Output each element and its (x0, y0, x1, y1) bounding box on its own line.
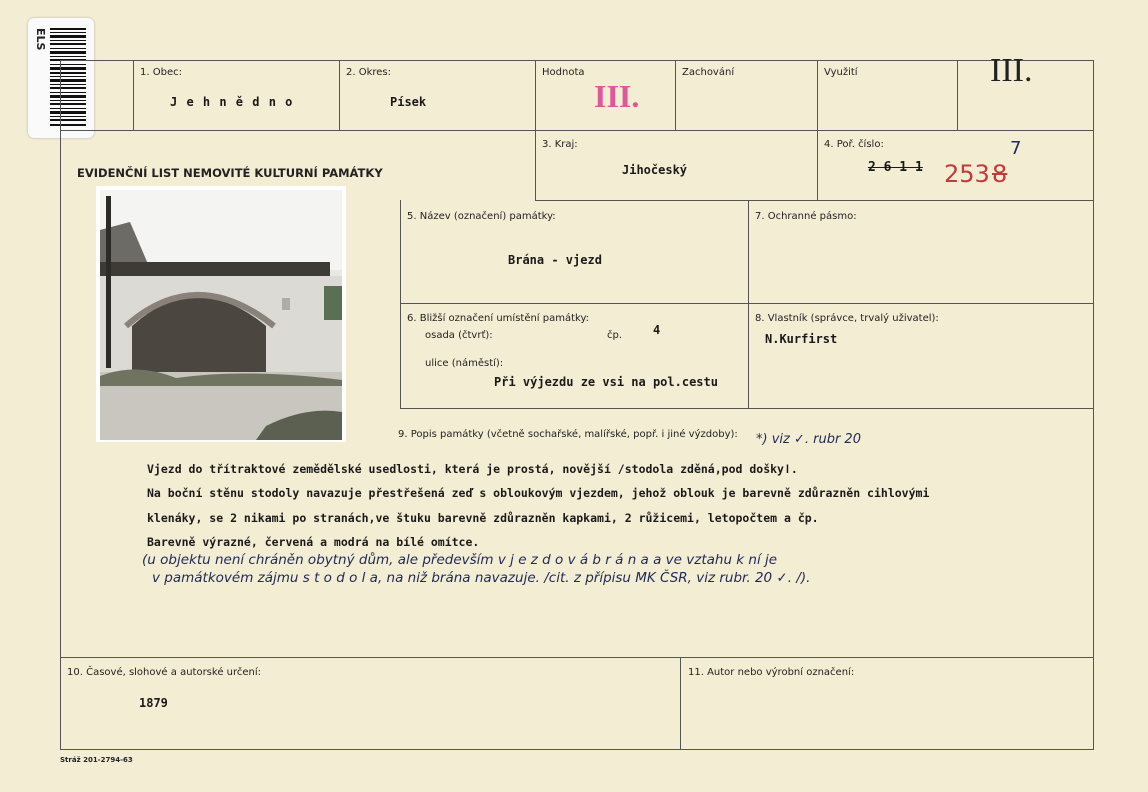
vlastnik-value: N.Kurfirst (765, 332, 838, 346)
corner-mark: III. (990, 52, 1033, 89)
popis-hand-line: (u objektu není chráněn obytný dům, ale především v j e z d o v á b r á n a a ve vztahu k ní je (142, 552, 778, 568)
popis-label: 9. Popis památky (včetně sochařské, malířské, popř. i jiné výzdoby): (398, 429, 738, 440)
zachovani-label: Zachování (682, 67, 735, 78)
col-divider (133, 60, 134, 130)
row-divider (400, 408, 1094, 409)
osada-label: osada (čtvrť): (425, 330, 493, 341)
ochranne-label: 7. Ochranné pásmo: (755, 211, 857, 222)
umisteni-label: 6. Bližší označení umístění památky: (407, 313, 590, 324)
popis-line: Barevně výrazné, červená a modrá na bílé omítce. (147, 535, 480, 549)
nazev-value: Brána - vjezd (508, 253, 602, 267)
cp-label: čp. (607, 330, 623, 341)
col-divider (339, 60, 340, 130)
row-divider (60, 657, 1094, 658)
okres-label: 2. Okres: (346, 67, 392, 78)
col-divider (817, 60, 818, 200)
hodnota-label: Hodnota (542, 67, 585, 78)
col-divider (400, 200, 401, 409)
document-title: EVIDENČNÍ LIST NEMOVITÉ KULTURNÍ PAMÁTKY (77, 166, 383, 180)
casove-label: 10. Časové, slohové a autorské určení: (67, 667, 262, 678)
monument-photo (96, 186, 346, 442)
popis-line: Vjezd do třítraktové zemědělské usedlosti, která je prostá, novější /stodola zděná,pod doškyǀ. (147, 462, 798, 476)
popis-hand-line: v památkovém zájmu s t o d o l a, na niž brána navazuje. /cit. z přípisu MK ČSR, viz rubr. 20 ✓. /). (152, 570, 811, 586)
por-cislo-struck: 2 6 1 1 (868, 160, 923, 175)
ulice-value: Při výjezdu ze vsi na pol.cestu (494, 375, 718, 389)
col-divider (957, 60, 958, 130)
col-divider (680, 657, 681, 750)
hodnota-value: III. (594, 78, 640, 114)
footer-print-code: Stráž 201-2794-63 (60, 756, 133, 764)
por-cislo-label: 4. Poř. číslo: (824, 139, 884, 150)
popis-line: Na boční stěnu stodoly navazuje přestřešená zeď s obloukovým vjezdem, jehož oblouk je barevně zdůrazněn cihlovými (147, 486, 930, 500)
obec-value: J e h n ě d n o (170, 95, 294, 109)
autor-label: 11. Autor nebo výrobní označení: (688, 667, 855, 678)
vyuziti-label: Využití (824, 67, 858, 78)
row-divider (60, 130, 1094, 131)
col-divider (748, 200, 749, 409)
kraj-label: 3. Kraj: (542, 139, 578, 150)
okres-value: Písek (390, 95, 427, 109)
nazev-label: 5. Název (označení) památky: (407, 211, 556, 222)
photo-image (96, 186, 346, 442)
col-divider (535, 60, 536, 200)
kraj-value: Jihočeský (622, 163, 688, 177)
por-cislo-hand: 7 (1010, 138, 1022, 159)
cp-value: 4 (653, 323, 661, 337)
barcode-text: ELS (34, 28, 47, 51)
row-divider (535, 200, 1094, 201)
por-cislo-red: 253 (944, 160, 990, 188)
col-divider (675, 60, 676, 130)
vlastnik-label: 8. Vlastník (správce, trvalý uživatel): (755, 313, 939, 324)
ulice-label: ulice (náměstí): (425, 358, 504, 369)
popis-line: klenáky, se 2 nikami po stranách,ve štuku barevně zdůrazněn kapkami, 2 růžicemi, letopočtem a čp. (147, 511, 819, 525)
casove-value: 1879 (139, 696, 168, 710)
row-divider (400, 303, 1094, 304)
obec-label: 1. Obec: (140, 67, 182, 78)
por-cislo-red-struck: 8 (992, 160, 1008, 188)
popis-hand-note: *) viz ✓. rubr 20 (756, 432, 861, 447)
